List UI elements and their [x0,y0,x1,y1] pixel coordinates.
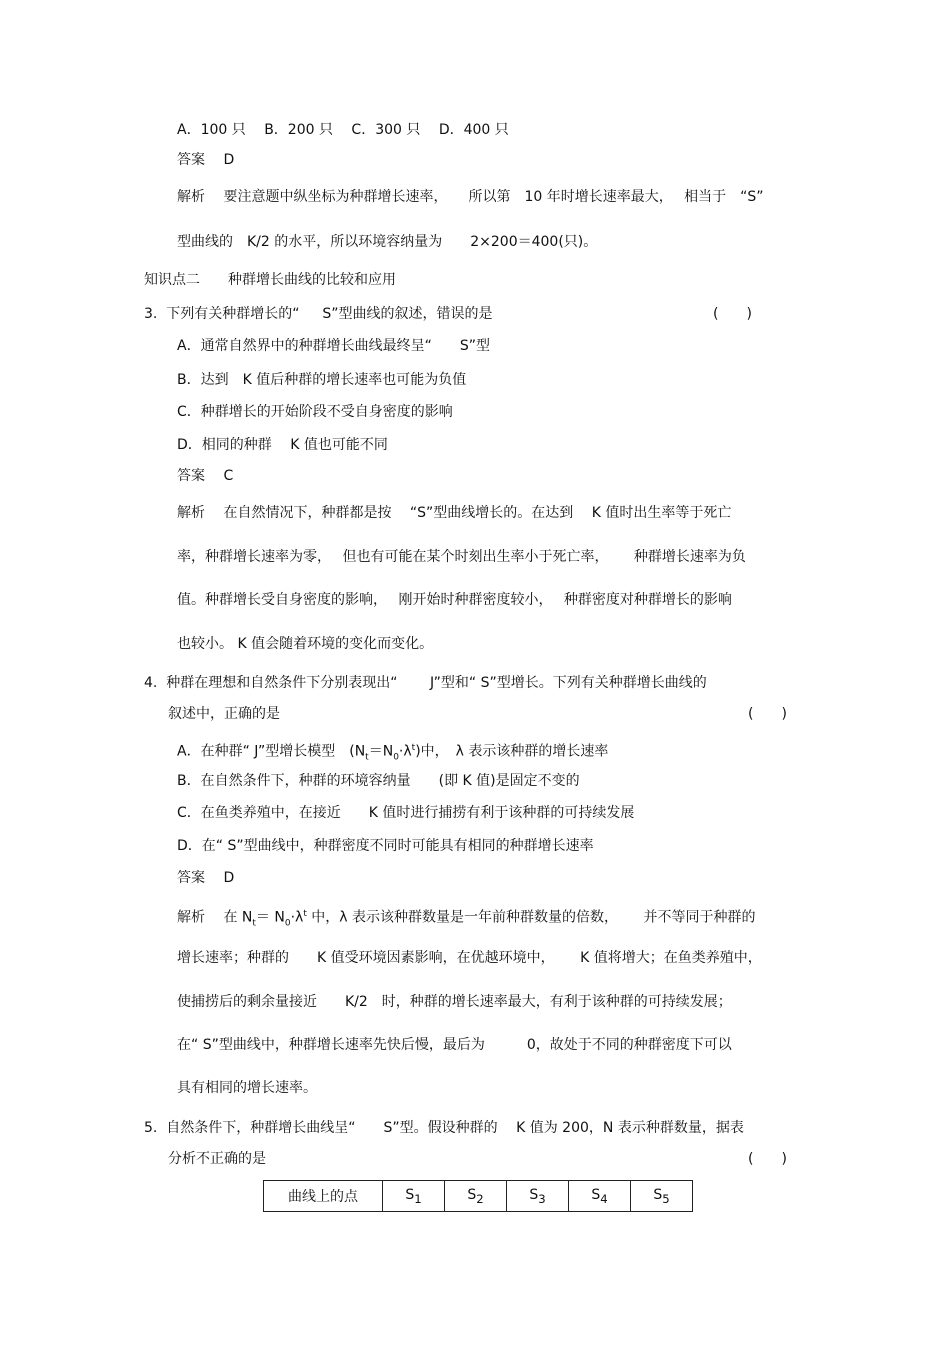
q4-option-b: B．在自然条件下，种群的环境容纳量 (即 K 值)是固定不变的 [177,773,580,789]
q5-stem-line1: 5. 自然条件下，种群增长曲线呈“ S”型。假设种群的 K 值为 200，N 表示种群数量，据表 [144,1120,744,1136]
q5-stem-line2: 分析不正确的是 [168,1151,266,1167]
q3-analysis-line4: 也较小。 K 值会随着环境的变化而变化。 [177,636,434,652]
q5-answer-bracket: ( ) [748,1151,787,1167]
q2-analysis-line1: 解析 要注意题中纵坐标为种群增长速率， 所以第 10 年时增长速率最大， 相当于 “S” [177,189,764,205]
q4-analysis-line3: 使捕捞后的剩余量接近 K/2 时，种群的增长速率最大，有利于该种群的可持续发展； [177,994,732,1010]
q3-answer: 答案 C [177,468,234,484]
q3-stem: 3. 下列有关种群增长的“ S”型曲线的叙述，错误的是 [144,306,493,322]
section-heading: 知识点二 种群增长曲线的比较和应用 [144,272,396,288]
q4-analysis-line4: 在“ S”型曲线中，种群增长速率先快后慢，最后为 0，故处于不同的种群密度下可以 [177,1037,732,1053]
q3-option-d: D．相同的种群 K 值也可能不同 [177,437,388,453]
q5-data-table [263,1180,693,1212]
q3-analysis-line1: 解析 在自然情况下，种群都是按 “S”型曲线增长的。在达到 K 值时出生率等于死亡 [177,505,732,521]
q4-stem-line2: 叙述中，正确的是 [168,706,280,722]
q2-analysis-line2: 型曲线的 K/2 的水平，所以环境容纳量为 2×200＝400(只)。 [177,234,598,250]
table-header-cell: 曲线上的点 [264,1181,383,1212]
q2-answer: 答案 D [177,152,235,168]
table-cell-s4: $S_4$ [569,1181,631,1212]
q4-analysis-line2: 增长速率；种群的 K 值受环境因素影响，在优越环境中， K 值将增大；在鱼类养殖中， [177,950,762,966]
q3-option-c: C．种群增长的开始阶段不受自身密度的影响 [177,404,453,420]
table-cell-s3: $S_3$ [507,1181,569,1212]
q4-option-d: D．在“ S”型曲线中，种群密度不同时可能具有相同的种群增长速率 [177,838,594,854]
q4-answer: 答案 D [177,870,235,886]
q2-options: A．100 只 B．200 只 C．300 只 D．400 只 [177,122,509,138]
table-row [264,1181,693,1212]
q3-option-a: A．通常自然界中的种群增长曲线最终呈“ S”型 [177,338,490,354]
table-cell-s2: $S_2$ [445,1181,507,1212]
q4-analysis-line5: 具有相同的增长速率。 [177,1080,317,1096]
q4-analysis-line1: 解析 在 $N_t= N_0\cdot\lambda^t$ 中，λ 表示该种群数量是一年前种群数量的倍数， 并不等同于种群的 [177,909,756,929]
q4-option-c: C．在鱼类养殖中，在接近 K 值时进行捕捞有利于该种群的可持续发展 [177,805,635,821]
q4-option-a: A．在种群“ J”型增长模型 $(N_t=N_0\cdot\lambda^t)$中， λ 表示该种群的增长速率 [177,743,609,763]
q3-analysis-line3: 值。种群增长受自身密度的影响， 刚开始时种群密度较小， 种群密度对种群增长的影响 [177,592,732,608]
q3-analysis-line2: 率，种群增长速率为零， 但也有可能在某个时刻出生率小于死亡率， 种群增长速率为负 [177,549,746,565]
q4-answer-bracket: ( ) [748,706,787,722]
table-cell-s1: $S_1$ [383,1181,445,1212]
q4-stem-line1: 4. 种群在理想和自然条件下分别表现出“ J”型和“ S”型增长。下列有关种群增长曲线的 [144,675,707,691]
q3-option-b: B．达到 K 值后种群的增长速率也可能为负值 [177,372,467,388]
table-cell-s5: $S_5$ [631,1181,693,1212]
q3-answer-bracket: ( ) [713,306,752,322]
